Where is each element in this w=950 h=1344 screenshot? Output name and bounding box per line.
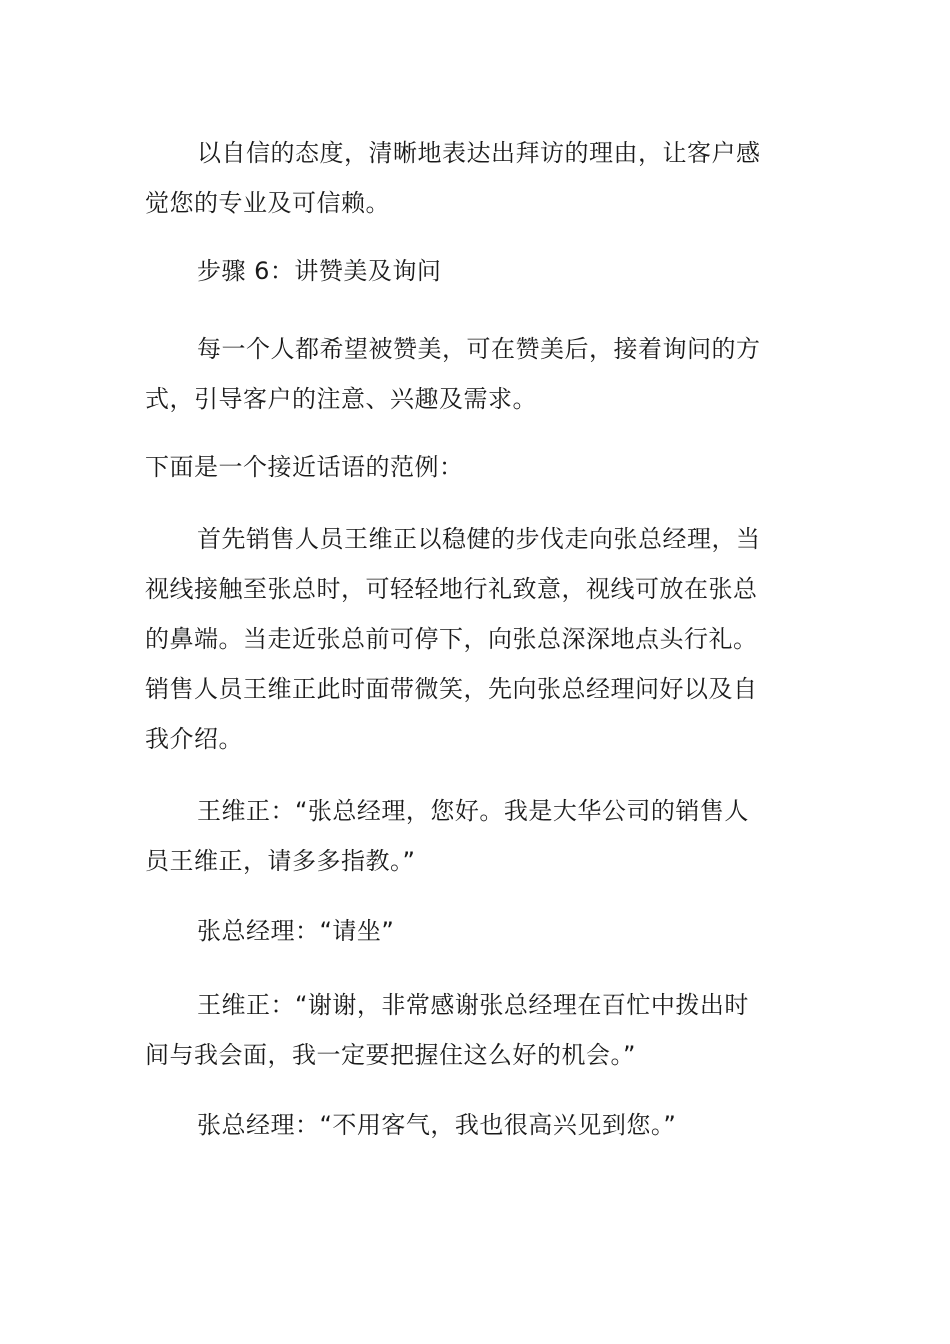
paragraph-line: 以自信的态度，清晰地表达出拜访的理由，让客户感 xyxy=(197,139,761,167)
paragraph-line: 觉您的专业及可信赖。 xyxy=(145,189,390,217)
paragraph-line: 视线接触至张总时，可轻轻地行礼致意，视线可放在张总 xyxy=(145,575,758,603)
paragraph-line: 步骤 6：讲赞美及询问 xyxy=(197,257,442,285)
paragraph-line: 张总经理：“不用客气，我也很高兴见到您。” xyxy=(197,1111,677,1139)
dialogue-zhang-welcome xyxy=(145,1100,795,1150)
paragraph-line: 销售人员王维正此时面带微笑，先向张总经理问好以及自 xyxy=(145,675,758,703)
paragraph-line: 我介绍。 xyxy=(145,725,243,753)
paragraph-line: 每一个人都希望被赞美，可在赞美后，接着询问的方 xyxy=(197,335,761,363)
paragraph-line: 的鼻端。当走近张总前可停下，向张总深深地点头行礼。 xyxy=(145,625,758,653)
paragraph-example-intro xyxy=(145,442,795,492)
dialogue-wang-greeting xyxy=(145,786,795,886)
paragraph-praise-and-ask xyxy=(145,324,795,424)
dialogue-wang-thanks xyxy=(145,980,795,1080)
paragraph-line: 下面是一个接近话语的范例： xyxy=(145,453,464,481)
paragraph-line: 张总经理：“请坐” xyxy=(197,917,395,945)
paragraph-line: 间与我会面，我一定要把握住这么好的机会。” xyxy=(145,1041,636,1069)
dialogue-zhang-please-sit xyxy=(145,906,795,956)
paragraph-line: 王维正：“张总经理，您好。我是大华公司的销售人 xyxy=(197,797,749,825)
paragraph-intro-confidence xyxy=(145,128,795,228)
paragraph-line: 员王维正，请多多指教。” xyxy=(145,847,416,875)
paragraph-approach-description xyxy=(145,514,795,764)
step-heading xyxy=(145,246,795,296)
paragraph-line: 式，引导客户的注意、兴趣及需求。 xyxy=(145,385,537,413)
paragraph-line: 王维正：“谢谢，非常感谢张总经理在百忙中拨出时 xyxy=(197,991,749,1019)
paragraph-line: 首先销售人员王维正以稳健的步伐走向张总经理，当 xyxy=(197,525,761,553)
